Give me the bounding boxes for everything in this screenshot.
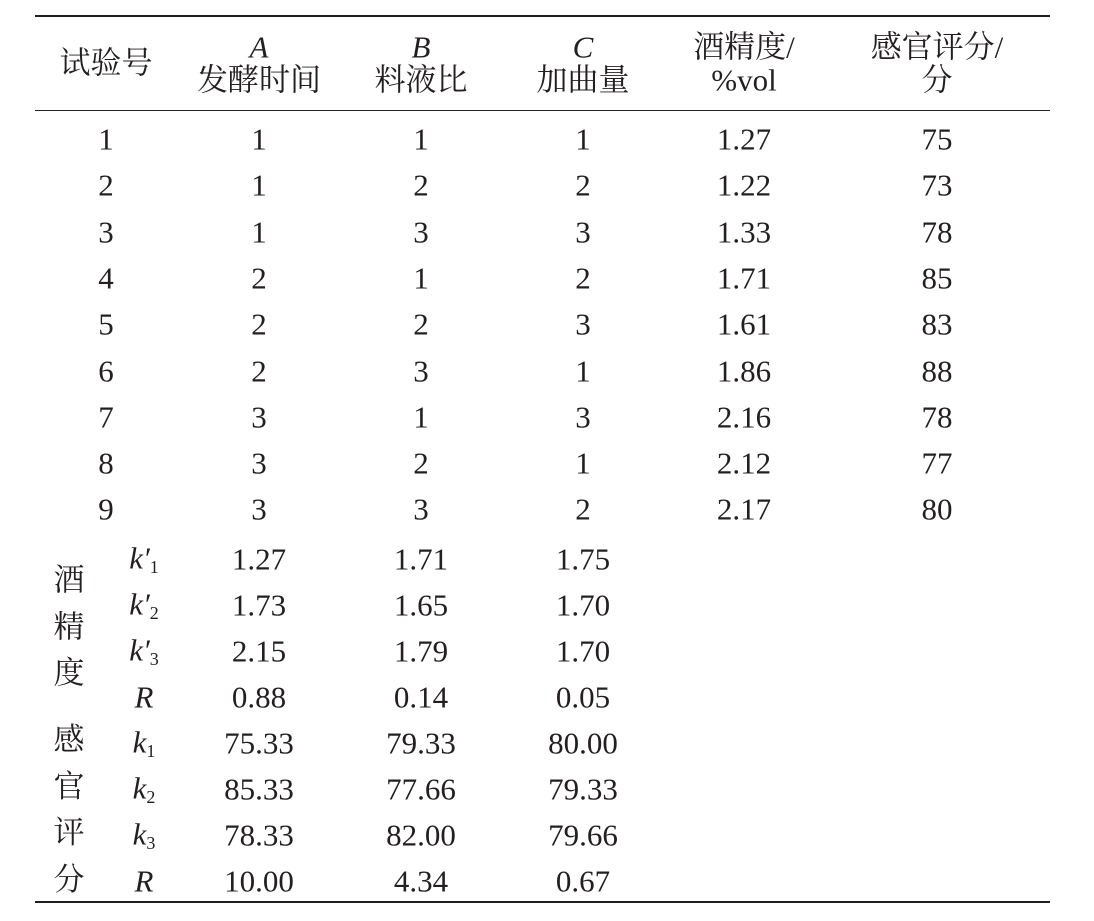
header-factor-c — [537, 31, 630, 96]
trial-8-alcohol: 2.12 — [716, 445, 772, 481]
alcohol-header-line2: %vol — [711, 62, 777, 97]
trial-6-c: 1 — [575, 353, 591, 389]
trial-5-a: 2 — [251, 306, 267, 342]
sensory-k1-b: 79.33 — [386, 725, 456, 761]
sensory-k2-c: 79.33 — [548, 771, 618, 807]
sensory-k2-symbol: $k_2$ — [132, 770, 156, 807]
trial-5-score: 83 — [921, 306, 953, 342]
trial-2-c: 2 — [575, 167, 591, 203]
factor-c-letter: C — [572, 29, 594, 65]
trial-6-alcohol: 1.86 — [716, 353, 772, 389]
trial-9-no: 9 — [98, 491, 114, 527]
trial-5-b: 2 — [413, 306, 429, 342]
factor-b-letter: B — [411, 29, 431, 65]
sensory-k3-b: 82.00 — [386, 817, 456, 853]
alcohol-r-c: 0.05 — [555, 679, 611, 715]
trial-4-score: 85 — [921, 260, 953, 296]
trial-7-alcohol: 2.16 — [716, 399, 772, 435]
alcohol-k2-a: 1.73 — [231, 587, 287, 623]
sensory-k1-symbol: $k_1$ — [132, 724, 156, 761]
trial-4-no: 4 — [98, 260, 114, 296]
trial-7-a: 3 — [251, 399, 267, 435]
alcohol-k1-b: 1.71 — [393, 541, 449, 577]
alcohol-header-line1: 酒精度/ — [693, 29, 795, 65]
alcohol-k2-symbol: $k'_2$ — [129, 586, 159, 623]
trial-4-a: 2 — [251, 260, 267, 296]
trial-2-alcohol: 1.22 — [716, 167, 772, 203]
sensory-k3-a: 78.33 — [224, 817, 294, 853]
trial-8-a: 3 — [251, 445, 267, 481]
trial-7-c: 3 — [575, 399, 591, 435]
factor-c-name: 加曲量 — [536, 62, 630, 97]
trial-1-b: 1 — [413, 121, 429, 157]
alcohol-label-char-2: 精 — [53, 608, 85, 644]
alcohol-k3-a: 2.15 — [231, 633, 287, 669]
trial-6-b: 3 — [413, 353, 429, 389]
sensory-k2-b: 77.66 — [386, 771, 456, 807]
trial-1-a: 1 — [251, 121, 267, 157]
trial-8-b: 2 — [413, 445, 429, 481]
trial-1-no: 1 — [98, 121, 114, 157]
trial-1-c: 1 — [575, 121, 591, 157]
alcohol-label-char-1: 酒 — [53, 562, 85, 598]
header-factor-a — [197, 31, 321, 96]
header-sensory — [871, 31, 1004, 96]
sensory-header-line2: 分 — [921, 62, 953, 97]
trial-9-alcohol: 2.17 — [716, 491, 772, 527]
trial-1-score: 75 — [921, 121, 953, 157]
sensory-r-b: 4.34 — [393, 863, 449, 899]
trial-3-c: 3 — [575, 214, 591, 250]
alcohol-k3-b: 1.79 — [393, 633, 449, 669]
sensory-label-char-2: 官 — [53, 768, 85, 804]
trial-9-score: 80 — [921, 491, 953, 527]
header-trial: 试验号 — [59, 45, 153, 81]
header-factor-b — [375, 31, 468, 96]
trial-4-b: 1 — [413, 260, 429, 296]
trial-8-no: 8 — [98, 445, 114, 481]
trial-9-b: 3 — [413, 491, 429, 527]
trial-3-score: 78 — [921, 214, 953, 250]
header-rule — [35, 110, 1050, 111]
trial-2-b: 2 — [413, 167, 429, 203]
sensory-k3-c: 79.66 — [548, 817, 618, 853]
trial-7-b: 1 — [413, 399, 429, 435]
alcohol-k3-c: 1.70 — [555, 633, 611, 669]
trial-2-a: 1 — [251, 167, 267, 203]
alcohol-k3-symbol: $k'_3$ — [129, 632, 159, 669]
trial-2-score: 73 — [921, 167, 953, 203]
trial-7-score: 78 — [921, 399, 953, 435]
trial-3-a: 1 — [251, 214, 267, 250]
sensory-r-c: 0.67 — [555, 863, 611, 899]
trial-9-c: 2 — [575, 491, 591, 527]
trial-8-score: 77 — [921, 445, 953, 481]
factor-a-name: 发酵时间 — [197, 62, 321, 97]
sensory-label-char-3: 评 — [53, 815, 85, 850]
trial-9-a: 3 — [251, 491, 267, 527]
alcohol-k2-c: 1.70 — [555, 587, 611, 623]
factor-b-name: 料液比 — [374, 62, 468, 97]
sensory-r-a: 10.00 — [224, 863, 294, 899]
trial-3-alcohol: 1.33 — [716, 214, 772, 250]
alcohol-k1-c: 1.75 — [555, 541, 611, 577]
sensory-k2-a: 85.33 — [224, 771, 294, 807]
alcohol-k2-b: 1.65 — [393, 587, 449, 623]
trial-5-no: 5 — [98, 306, 114, 342]
sensory-k1-c: 80.00 — [548, 725, 618, 761]
alcohol-r-a: 0.88 — [231, 679, 287, 715]
trial-3-no: 3 — [98, 214, 114, 250]
trial-5-c: 3 — [575, 306, 591, 342]
alcohol-k1-symbol: $k'_1$ — [129, 540, 159, 577]
sensory-k3-symbol: $k_3$ — [132, 816, 156, 853]
header-alcohol — [693, 31, 795, 96]
sensory-k1-a: 75.33 — [224, 725, 294, 761]
trial-4-c: 2 — [575, 260, 591, 296]
trial-3-b: 3 — [413, 214, 429, 250]
sensory-analysis-label — [52, 717, 86, 903]
alcohol-k1-a: 1.27 — [231, 541, 287, 577]
trial-7-no: 7 — [98, 399, 114, 435]
bottom-rule — [35, 901, 1050, 903]
sensory-label-char-1: 感 — [53, 722, 85, 757]
alcohol-label-char-3: 度 — [53, 655, 85, 691]
trial-5-alcohol: 1.61 — [716, 306, 772, 342]
sensory-r-symbol: R — [134, 863, 154, 899]
trial-1-alcohol: 1.27 — [716, 121, 772, 157]
alcohol-r-b: 0.14 — [393, 679, 449, 715]
trial-6-a: 2 — [251, 353, 267, 389]
factor-a-letter: A — [249, 29, 269, 65]
trial-2-no: 2 — [98, 167, 114, 203]
trial-8-c: 1 — [575, 445, 591, 481]
alcohol-r-symbol: R — [134, 679, 154, 715]
trial-6-no: 6 — [98, 353, 114, 389]
alcohol-analysis-label — [52, 557, 86, 697]
sensory-label-char-4: 分 — [53, 861, 85, 897]
top-rule — [35, 15, 1050, 17]
sensory-header-line1: 感官评分/ — [870, 29, 1004, 65]
trial-6-score: 88 — [921, 353, 953, 389]
trial-4-alcohol: 1.71 — [716, 260, 772, 296]
